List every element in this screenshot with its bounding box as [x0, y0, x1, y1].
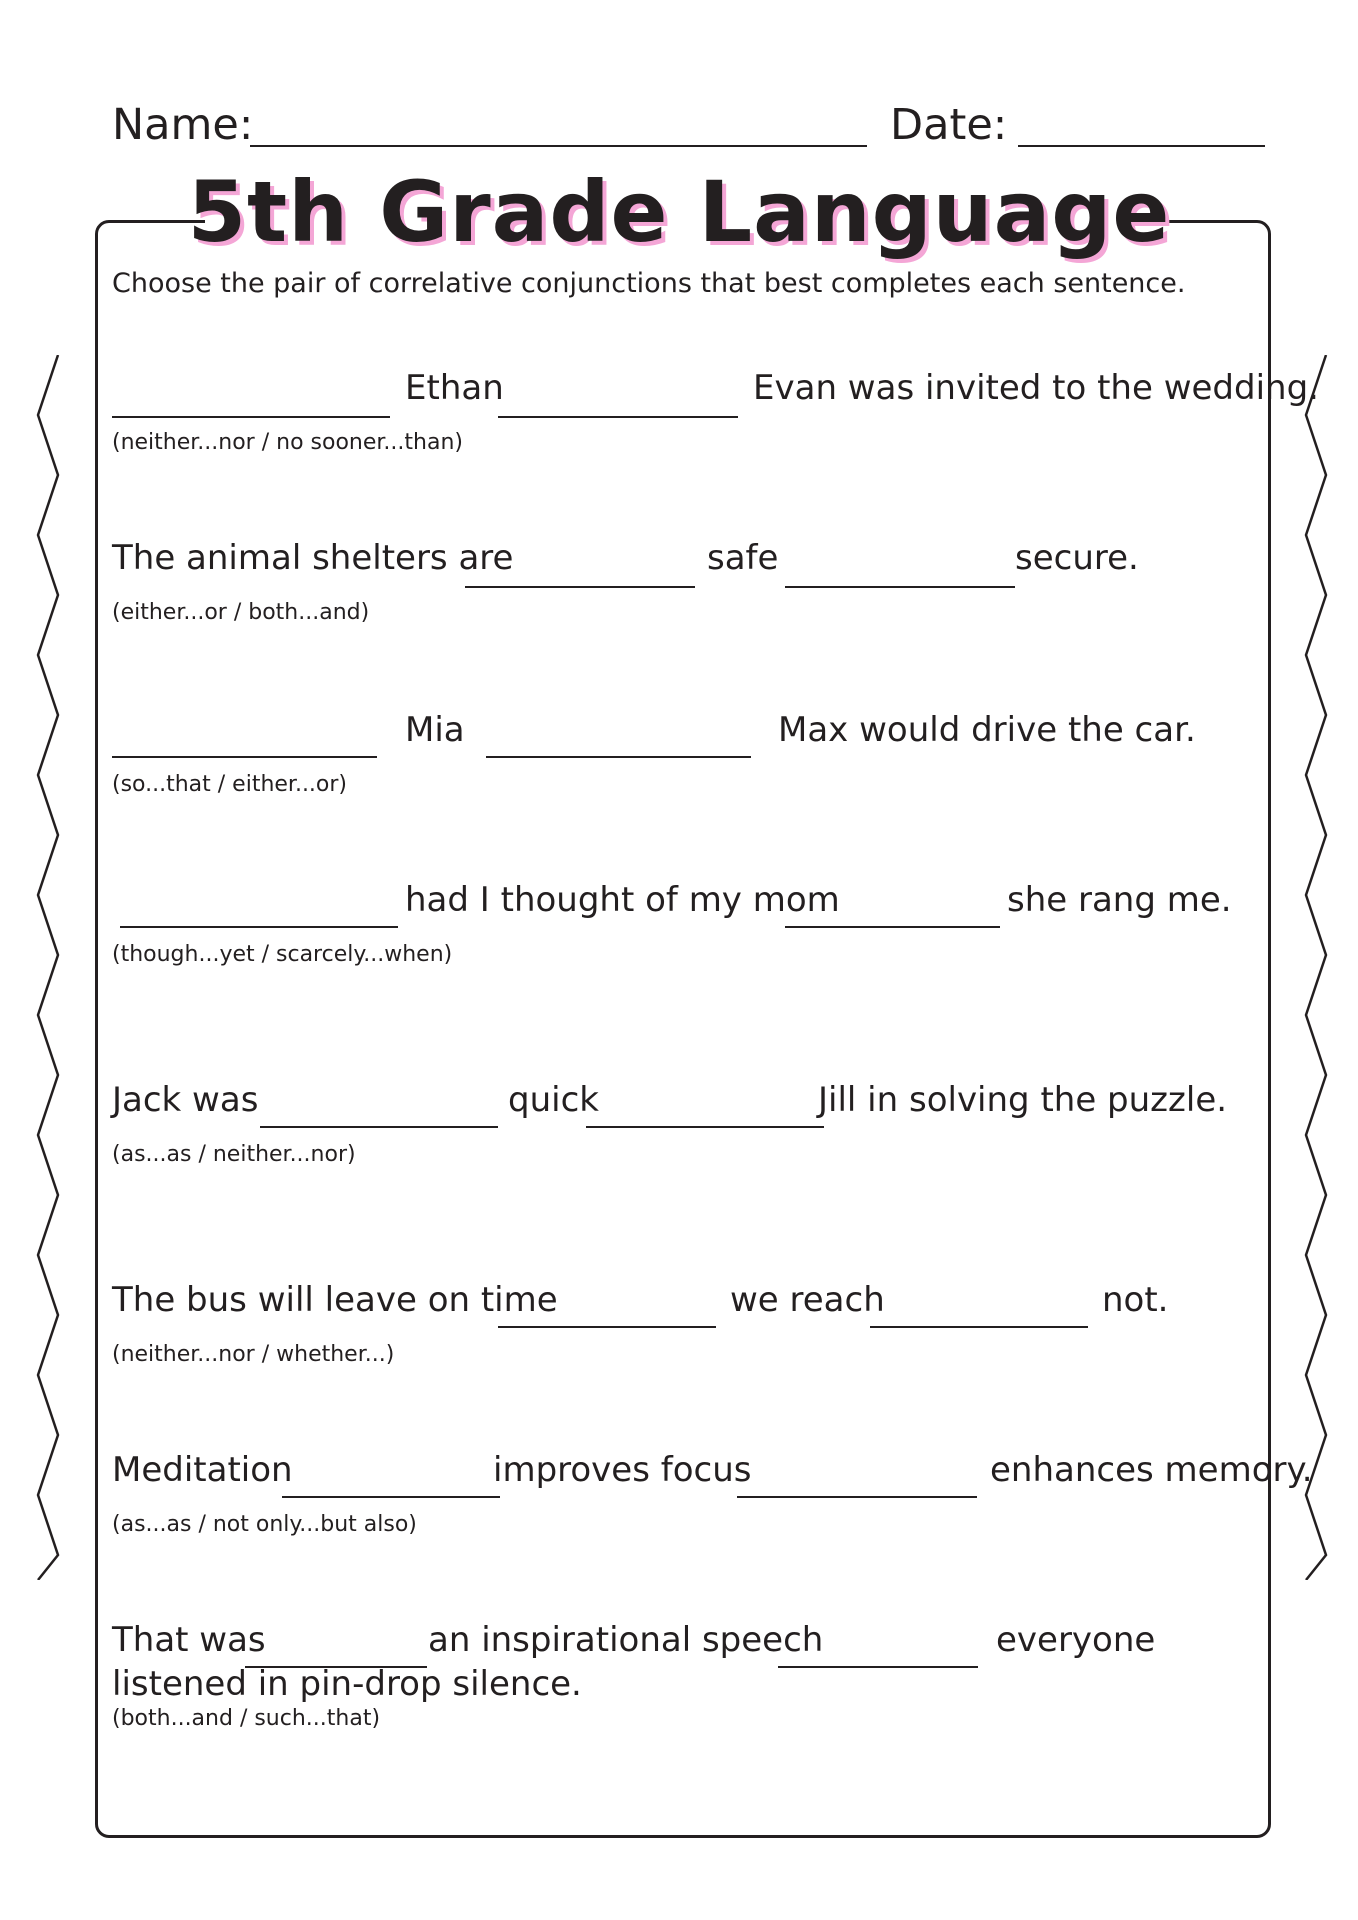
question-text: safe — [707, 538, 779, 578]
answer-blank-6b[interactable] — [870, 1326, 1088, 1328]
answer-blank-3a[interactable] — [112, 756, 377, 758]
question-text: The animal shelters are — [112, 538, 514, 578]
question-text: improves focus — [493, 1450, 752, 1490]
worksheet-frame — [95, 220, 1271, 1838]
question-hint: (so...that / either...or) — [112, 772, 348, 797]
answer-blank-5a[interactable] — [260, 1126, 498, 1128]
answer-blank-3b[interactable] — [486, 756, 751, 758]
zigzag-left-decoration — [30, 355, 70, 1580]
answer-blank-4a[interactable] — [120, 926, 398, 928]
date-field[interactable] — [1018, 145, 1265, 147]
name-label: Name: — [112, 100, 254, 150]
question-hint: (as...as / neither...nor) — [112, 1142, 356, 1167]
question-hint: (both...and / such...that) — [112, 1706, 381, 1731]
answer-blank-1b[interactable] — [498, 416, 738, 418]
question-hint: (though...yet / scarcely...when) — [112, 942, 453, 967]
question-text: Max would drive the car. — [778, 710, 1196, 750]
question-text: The bus will leave on time — [112, 1280, 558, 1320]
question-text: secure. — [1015, 538, 1139, 578]
question-text: Jack was — [112, 1080, 259, 1120]
answer-blank-5b[interactable] — [586, 1126, 824, 1128]
question-hint: (neither...nor / no sooner...than) — [112, 430, 463, 455]
question-text: an inspirational speech — [428, 1620, 824, 1660]
question-text: she rang me. — [1007, 880, 1232, 920]
question-text: listened in pin-drop silence. — [112, 1664, 582, 1704]
answer-blank-2a[interactable] — [465, 586, 695, 588]
instructions: Choose the pair of correlative conjunctions that best completes each sentence. — [112, 268, 1186, 299]
question-text: Meditation — [112, 1450, 293, 1490]
question-text: quick — [508, 1080, 599, 1120]
answer-blank-4b[interactable] — [785, 926, 1000, 928]
question-text: Ethan — [405, 368, 504, 408]
question-hint: (as...as / not only...but also) — [112, 1512, 417, 1537]
answer-blank-7b[interactable] — [737, 1496, 977, 1498]
question-hint: (neither...nor / whether...) — [112, 1342, 395, 1367]
answer-blank-6a[interactable] — [498, 1326, 716, 1328]
question-text: Jill in solving the puzzle. — [818, 1080, 1228, 1120]
date-label: Date: — [890, 100, 1008, 150]
question-hint: (either...or / both...and) — [112, 600, 370, 625]
question-text: enhances memory. — [990, 1450, 1313, 1490]
question-text: we reach — [730, 1280, 885, 1320]
worksheet-title: 5th Grade Language — [187, 163, 1171, 261]
answer-blank-8b[interactable] — [778, 1666, 978, 1668]
question-text: everyone — [996, 1620, 1156, 1660]
answer-blank-7a[interactable] — [282, 1496, 500, 1498]
question-text: That was — [112, 1620, 266, 1660]
question-text: not. — [1102, 1280, 1169, 1320]
answer-blank-2b[interactable] — [785, 586, 1015, 588]
question-text: had I thought of my mom — [405, 880, 840, 920]
answer-blank-1a[interactable] — [112, 416, 390, 418]
question-text: Mia — [405, 710, 465, 750]
zigzag-right-decoration — [1298, 355, 1338, 1580]
name-field[interactable] — [250, 145, 867, 147]
question-text: Evan was invited to the wedding. — [753, 368, 1319, 408]
